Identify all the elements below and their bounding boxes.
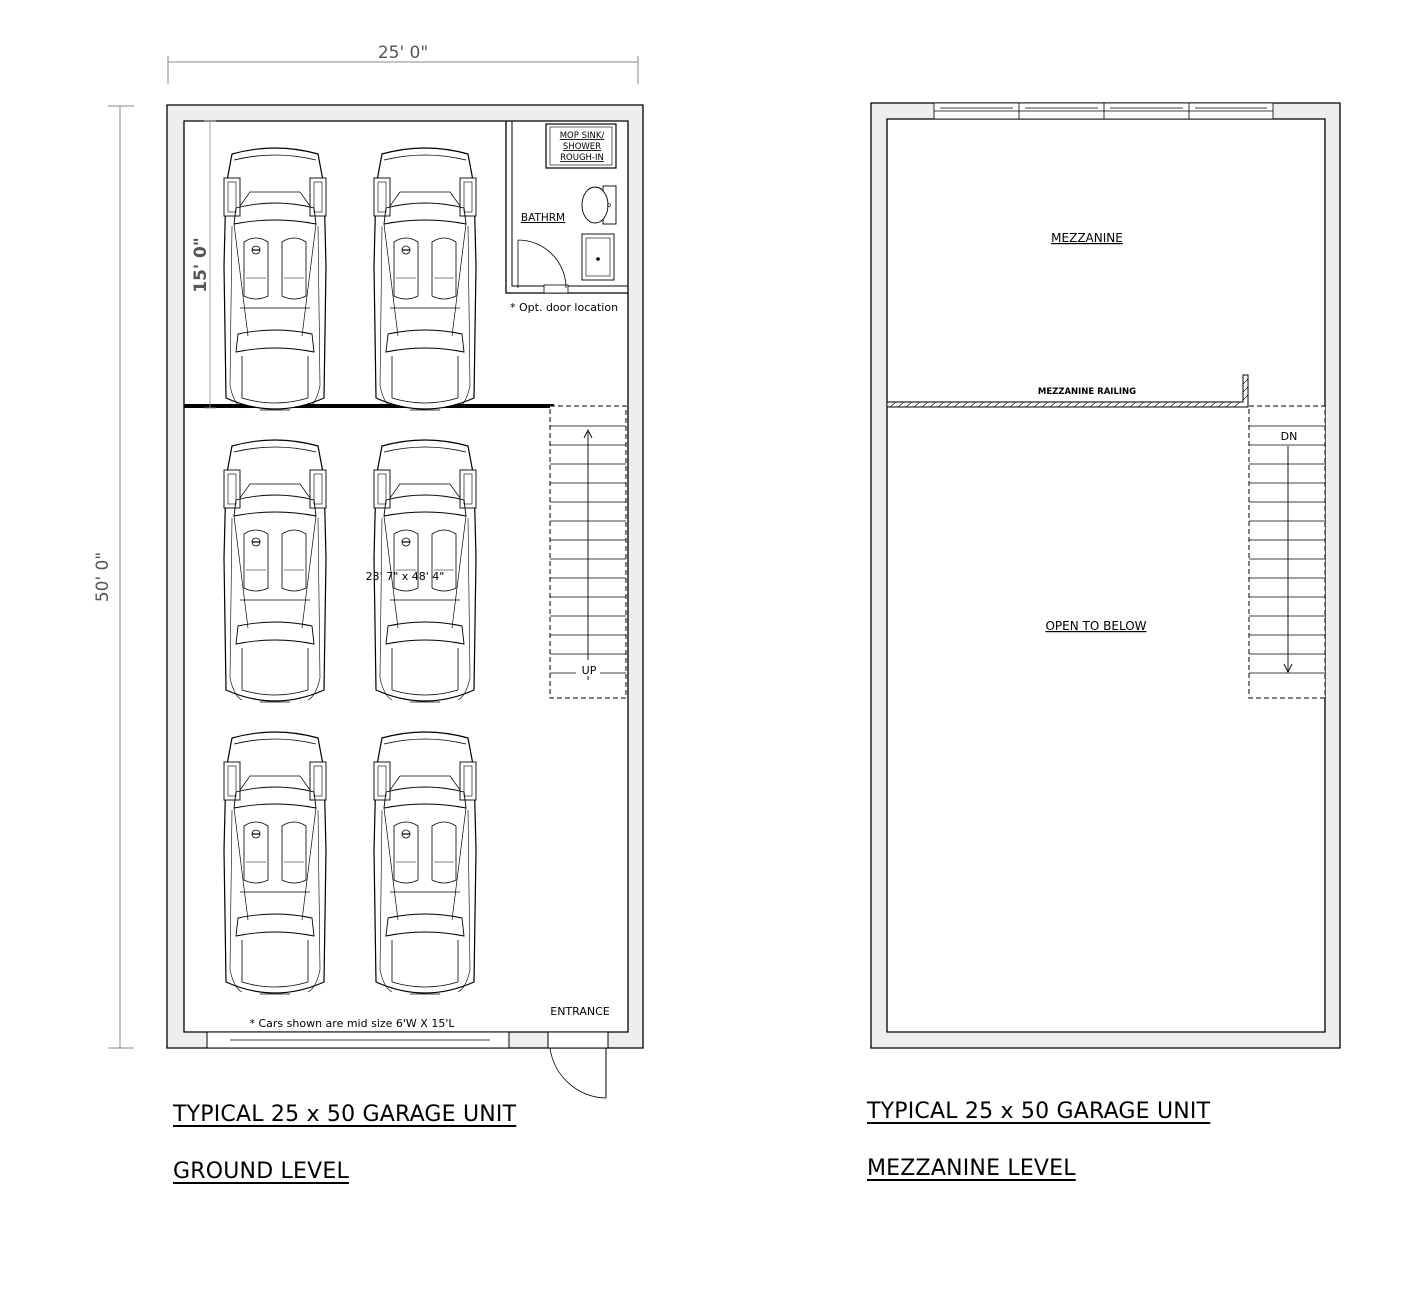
mop-sink-label-2: SHOWER	[562, 142, 602, 152]
car-3	[224, 440, 326, 702]
ground-level-plan	[93, 43, 643, 1098]
open-to-below-label: OPEN TO BELOW	[1045, 619, 1147, 633]
car-1	[224, 148, 326, 410]
door-note: * Opt. door location	[510, 301, 619, 314]
mezzanine-level-plan	[871, 103, 1340, 1048]
railing-label: MEZZANINE RAILING	[1037, 387, 1137, 397]
garage-door	[207, 1032, 509, 1048]
car-5	[224, 732, 326, 994]
mezzanine-caption-title: TYPICAL 25 x 50 GARAGE UNIT	[867, 1099, 1211, 1124]
sink	[582, 234, 614, 280]
car-6	[374, 732, 476, 994]
entrance-label: ENTRANCE	[550, 1005, 610, 1018]
stair-down-label: DN	[1280, 430, 1298, 443]
entrance-door	[548, 1032, 608, 1098]
ground-caption-title: TYPICAL 25 x 50 GARAGE UNIT	[173, 1102, 517, 1127]
mezzanine-label: MEZZANINE	[1051, 231, 1123, 245]
bathroom-label: BATHRM	[520, 212, 566, 224]
mezzanine-caption-level: MEZZANINE LEVEL	[867, 1156, 1076, 1181]
ground-caption-level: GROUND LEVEL	[173, 1159, 349, 1184]
windows	[934, 103, 1273, 119]
toilet	[582, 186, 616, 224]
mop-sink-label-1: MOP SINK/	[559, 131, 605, 141]
car-2	[374, 148, 476, 410]
width-dimension-label: 25' 0"	[377, 43, 429, 63]
stair-up	[550, 406, 626, 698]
length-dimension-label: 50' 0"	[93, 551, 113, 603]
cars-note: * Cars shown are mid size 6'W X 15'L	[249, 1017, 455, 1030]
stair-up-label: UP	[581, 664, 597, 677]
stair-down	[1249, 406, 1325, 698]
interior-dimensions: 23' 7" x 48' 4"	[365, 570, 445, 583]
bay-dimension-label: 15' 0"	[191, 237, 211, 293]
mop-sink-label-3: ROUGH-IN	[560, 153, 604, 163]
